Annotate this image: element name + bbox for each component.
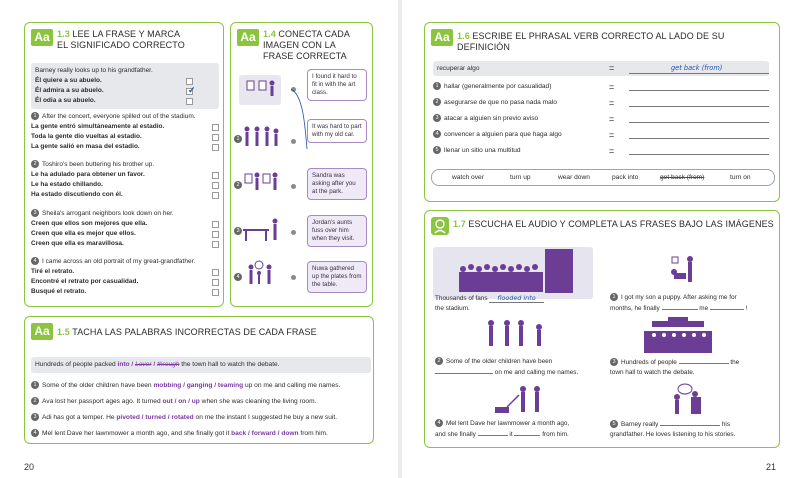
exercise-header bbox=[425, 211, 779, 245]
right-page bbox=[402, 0, 800, 478]
checkbox[interactable] bbox=[212, 269, 219, 276]
definition-row-2: 2 asegurarse de que no pasa nada malo = bbox=[433, 97, 769, 109]
example-sentence: Hundreds of people packed into / Lover / through the town hall to watch the debate. bbox=[31, 357, 371, 373]
match-dot[interactable] bbox=[291, 139, 296, 144]
word-choices[interactable]: mobbing / ganging / teaming bbox=[153, 382, 244, 389]
checkbox[interactable] bbox=[212, 124, 219, 131]
sentence-bubble: Sandra was asking after you at the park. bbox=[307, 168, 367, 200]
exercise-title: 1.3 LEE LA FRASE Y MARCA EL SIGNIFICADO CORRECTO bbox=[57, 29, 185, 50]
checkbox-checked[interactable] bbox=[186, 85, 196, 95]
answer-line[interactable] bbox=[629, 138, 769, 139]
example-row: recuperar algo = get back (from) bbox=[433, 61, 769, 76]
crowd-stadium-illustration bbox=[433, 247, 593, 299]
exercise-title: 1.7 ESCUCHA EL AUDIO Y COMPLETA LAS FRASES BAJO LAS IMÁGENES bbox=[453, 219, 774, 229]
art-class-illustration bbox=[237, 166, 283, 202]
example-caption: Thousands of fans flooded into the stadium. bbox=[435, 293, 595, 314]
word-bank-item-used: get back (from) bbox=[660, 174, 705, 181]
checkbox[interactable] bbox=[212, 182, 219, 189]
checkmark-icon: ✓ bbox=[188, 85, 196, 95]
option: Él admira a su abuelo. ✓ bbox=[35, 85, 196, 95]
sentence-1: 1 Some of the older children have been mobbing / ganging / teaming up on me and calling me names. bbox=[31, 381, 371, 391]
left-page bbox=[0, 0, 398, 478]
sentence-3: 3 Adi has got a temper. He pivoted / turned / rotated on me the instant I suggested he buy a new suit. bbox=[31, 413, 371, 423]
example-block bbox=[31, 63, 219, 109]
definition-row-3: 3 atacar a alguien sin previo aviso = bbox=[433, 113, 769, 125]
table-illustration bbox=[237, 213, 283, 249]
definition-row-4: 4 convencer a alguien para que haga algo = bbox=[433, 129, 769, 141]
checkbox[interactable] bbox=[212, 172, 219, 179]
exercise-1-6-panel bbox=[424, 22, 780, 202]
sentence-bubble: Nuwa gathered up the plates from the table. bbox=[307, 261, 367, 293]
option: Él quiere a su abuelo. bbox=[35, 76, 215, 86]
word-choices[interactable]: pivoted / turned / rotated bbox=[116, 414, 194, 421]
checkbox[interactable] bbox=[212, 241, 219, 248]
option: Él odia a su abuelo. bbox=[35, 96, 215, 106]
caption-1: 1 I got my son a puppy. After asking me for months, he finally me ! bbox=[610, 294, 748, 312]
word-bank-item: pack into bbox=[612, 174, 639, 181]
exercise-title: 1.4 CONECTA CADA IMAGEN CON LA FRASE CORRECTA bbox=[263, 29, 350, 61]
exercise-header bbox=[231, 23, 372, 69]
painting-class-illustration bbox=[237, 71, 283, 107]
word-bank-item: watch over bbox=[452, 174, 484, 181]
match-dot[interactable] bbox=[291, 184, 296, 189]
checkbox[interactable] bbox=[212, 192, 219, 199]
caption-5: 5 Barney really his grandfather. He loves listening to his stories. bbox=[610, 421, 736, 438]
question-3: 3 Sheila's arrogant neighbors look down on her. Creen que ellos son mejores que ella. Creen que ella es mejor que ellos. Creen que ella es maravillosa. bbox=[31, 209, 221, 249]
sentence-4: 4 Mel lent Dave her lawnmower a month ago, and she finally got it back / forward / down from him. bbox=[31, 429, 371, 439]
caption-4: 4 Mel lent Dave her lawnmower a month ago, and she finally it from him. bbox=[435, 420, 570, 438]
exercise-1-5-panel bbox=[24, 316, 374, 444]
definition-row-1: 1 hallar (generalmente por casualidad) = bbox=[433, 81, 769, 93]
sentence-bubble: Jordan's aunts fuss over him when they visit. bbox=[307, 215, 367, 247]
example-answer: get back (from) bbox=[671, 64, 723, 72]
match-dot[interactable] bbox=[291, 230, 296, 235]
checkbox[interactable] bbox=[212, 279, 219, 286]
exercise-1-4-panel bbox=[230, 22, 373, 307]
example-question: Barney really looks up to his grandfather. bbox=[35, 67, 153, 74]
puppy-illustration bbox=[650, 253, 710, 289]
listening-head-icon bbox=[431, 217, 449, 235]
grandfather-illustration bbox=[657, 383, 717, 419]
exercise-header bbox=[25, 23, 223, 57]
town-hall-illustration bbox=[638, 315, 718, 355]
exercise-header bbox=[425, 23, 779, 57]
group-illustration bbox=[237, 121, 283, 157]
checkbox[interactable] bbox=[212, 221, 219, 228]
item-number: 3 bbox=[234, 227, 242, 235]
sentence-2: 2 Ava lost her passport ages ago. It turned out / on / up when she was cleaning the living room. bbox=[31, 397, 371, 407]
children-illustration bbox=[481, 317, 551, 353]
exercise-title: 1.5 TACHA LAS PALABRAS INCORRECTAS DE CADA FRASE bbox=[57, 327, 317, 337]
aa-badge: Aa bbox=[431, 29, 453, 46]
sentence-bubble: It was hard to part with my old car. bbox=[307, 119, 367, 143]
word-choices[interactable]: back / forward / down bbox=[231, 430, 299, 437]
checkbox[interactable] bbox=[186, 98, 193, 105]
aa-badge: Aa bbox=[31, 29, 53, 46]
question-4: 4 I came across an old portrait of my great-grandfather. Tiré el retrato. Encontré el retrato por casualidad. Busqué el retrato. bbox=[31, 257, 221, 297]
item-number: 4 bbox=[234, 273, 242, 281]
checkbox[interactable] bbox=[186, 78, 193, 85]
question-1: 1 After the concert, everyone spilled out of the stadium. La gente entró simultáneamente al estadio. Toda la gente dio vueltas al estadio. La gente salió en masa del estadio. bbox=[31, 112, 221, 152]
answer-line[interactable] bbox=[629, 106, 769, 107]
checkbox[interactable] bbox=[212, 134, 219, 141]
question-2: 2 Toshiro's been buttering his brother up. Le ha adulado para obtener un favor. Le ha estado chillando. Ha estado discutiendo con él. bbox=[31, 160, 221, 200]
aa-badge: Aa bbox=[237, 29, 259, 46]
caption-2: 2 Some of the older children have been on me and calling me names. bbox=[435, 357, 595, 378]
match-dot[interactable] bbox=[291, 275, 296, 280]
answer-line[interactable] bbox=[629, 154, 769, 155]
word-bank-item: wear down bbox=[558, 174, 590, 181]
answer-line[interactable] bbox=[629, 90, 769, 91]
word-bank bbox=[431, 169, 775, 186]
word-choices[interactable]: out / on / up bbox=[162, 398, 200, 405]
definition-row-5: 5 llenar un sitio una multitud = bbox=[433, 145, 769, 157]
page-number-left: 20 bbox=[24, 462, 35, 472]
exercise-1-3-panel bbox=[24, 22, 224, 307]
lawnmower-illustration bbox=[489, 383, 549, 419]
item-number: 1 bbox=[234, 135, 242, 143]
checkbox[interactable] bbox=[212, 289, 219, 296]
checkbox[interactable] bbox=[212, 144, 219, 151]
item-number: 2 bbox=[234, 181, 242, 189]
aa-badge: Aa bbox=[31, 323, 53, 340]
word-bank-item: turn on bbox=[730, 174, 751, 181]
caption-3: 3 Hundreds of people the town hall to watch the debate. bbox=[610, 359, 740, 376]
checkbox[interactable] bbox=[212, 231, 219, 238]
exercise-header bbox=[25, 317, 373, 351]
answer-line[interactable] bbox=[629, 122, 769, 123]
sentence-bubble: I found it hard to fit in with the art class. bbox=[307, 69, 367, 101]
word-bank-item: turn up bbox=[510, 174, 531, 181]
exercise-title: 1.6 ESCRIBE EL PHRASAL VERB CORRECTO AL LADO DE SU DEFINICIÓN bbox=[457, 31, 725, 52]
family-illustration bbox=[237, 259, 283, 295]
exercise-1-7-panel bbox=[424, 210, 780, 448]
page-number-right: 21 bbox=[765, 462, 776, 472]
